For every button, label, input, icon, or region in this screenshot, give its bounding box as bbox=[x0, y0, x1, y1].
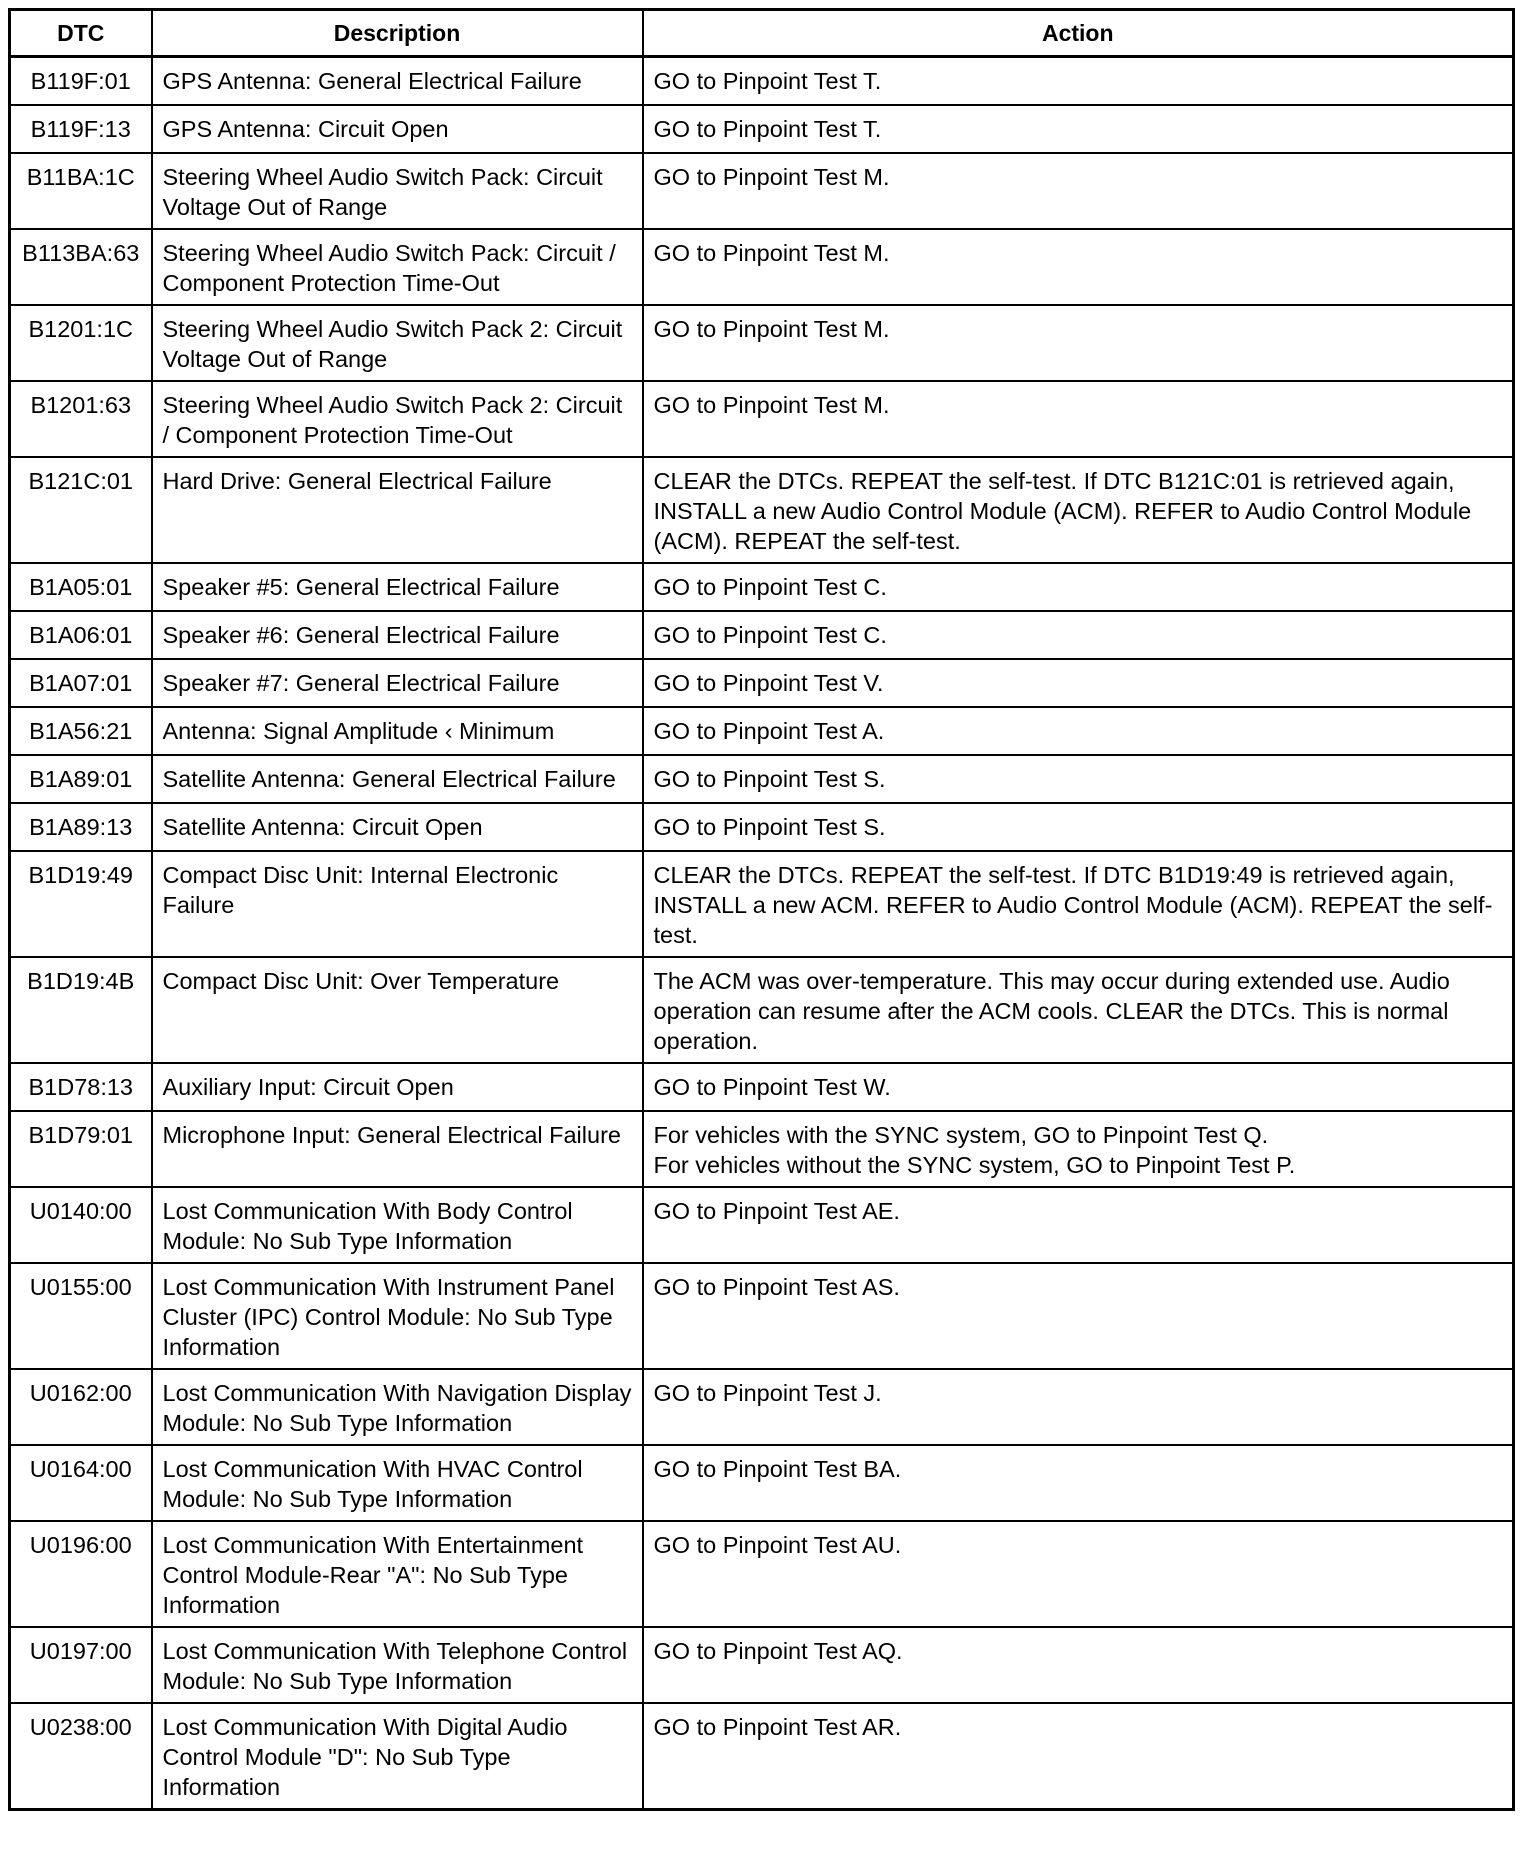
action-text: GO to Pinpoint Test AQ. bbox=[653, 1638, 903, 1664]
action-cell bbox=[643, 1521, 1514, 1627]
dtc-code-cell: B1A05:01 bbox=[10, 563, 152, 611]
action-text: GO to Pinpoint Test BA. bbox=[653, 1456, 902, 1482]
table-row bbox=[10, 851, 1514, 957]
description-cell: Compact Disc Unit: Over Temperature bbox=[152, 957, 643, 1063]
dtc-code-cell: B1A89:13 bbox=[10, 803, 152, 851]
table-row bbox=[10, 229, 1514, 305]
dtc-code-cell: U0162:00 bbox=[10, 1369, 152, 1445]
dtc-code-cell: B1201:63 bbox=[10, 381, 152, 457]
dtc-code-cell: U0196:00 bbox=[10, 1521, 152, 1627]
action-text: For vehicles without the SYNC system, GO to Pinpoint Test P. bbox=[653, 1152, 1296, 1178]
action-cell bbox=[643, 755, 1514, 803]
action-cell bbox=[643, 105, 1514, 153]
table-row bbox=[10, 1627, 1514, 1703]
action-text: GO to Pinpoint Test A. bbox=[653, 718, 885, 744]
description-cell: Lost Communication With HVAC Control Module: No Sub Type Information bbox=[152, 1445, 643, 1521]
action-text: GO to Pinpoint Test T. bbox=[653, 68, 882, 94]
action-text: GO to Pinpoint Test S. bbox=[653, 766, 886, 792]
action-cell bbox=[643, 851, 1514, 957]
dtc-code-cell: B119F:13 bbox=[10, 105, 152, 153]
table-body bbox=[10, 57, 1514, 1810]
action-cell bbox=[643, 1187, 1514, 1263]
description-cell: Antenna: Signal Amplitude ‹ Minimum bbox=[152, 707, 643, 755]
action-cell bbox=[643, 229, 1514, 305]
dtc-code-cell: U0140:00 bbox=[10, 1187, 152, 1263]
description-cell: Lost Communication With Digital Audio Control Module "D": No Sub Type Information bbox=[152, 1703, 643, 1810]
table-row bbox=[10, 381, 1514, 457]
action-text: GO to Pinpoint Test AR. bbox=[653, 1714, 902, 1740]
action-text: GO to Pinpoint Test AS. bbox=[653, 1274, 900, 1300]
action-text: GO to Pinpoint Test T. bbox=[653, 116, 882, 142]
table-row bbox=[10, 611, 1514, 659]
action-cell bbox=[643, 563, 1514, 611]
table-row bbox=[10, 305, 1514, 381]
action-cell bbox=[643, 659, 1514, 707]
description-cell: Speaker #6: General Electrical Failure bbox=[152, 611, 643, 659]
dtc-code-cell: B113BA:63 bbox=[10, 229, 152, 305]
action-cell bbox=[643, 957, 1514, 1063]
table-row bbox=[10, 1187, 1514, 1263]
description-cell: Compact Disc Unit: Internal Electronic Failure bbox=[152, 851, 643, 957]
description-cell: Speaker #7: General Electrical Failure bbox=[152, 659, 643, 707]
dtc-code-cell: B1A06:01 bbox=[10, 611, 152, 659]
description-cell: Microphone Input: General Electrical Failure bbox=[152, 1111, 643, 1187]
description-cell: Steering Wheel Audio Switch Pack 2: Circuit Voltage Out of Range bbox=[152, 305, 643, 381]
dtc-code-cell: U0238:00 bbox=[10, 1703, 152, 1810]
action-cell bbox=[643, 457, 1514, 563]
dtc-table bbox=[8, 8, 1515, 1811]
dtc-code-cell: U0197:00 bbox=[10, 1627, 152, 1703]
action-cell bbox=[643, 611, 1514, 659]
action-cell bbox=[643, 707, 1514, 755]
action-cell bbox=[643, 153, 1514, 229]
action-cell bbox=[643, 57, 1514, 106]
description-cell: Steering Wheel Audio Switch Pack 2: Circuit / Component Protection Time-Out bbox=[152, 381, 643, 457]
table-row bbox=[10, 1263, 1514, 1369]
table-row bbox=[10, 1369, 1514, 1445]
table-row bbox=[10, 707, 1514, 755]
table-row bbox=[10, 563, 1514, 611]
action-text: GO to Pinpoint Test M. bbox=[653, 316, 890, 342]
dtc-code-cell: B1D19:4B bbox=[10, 957, 152, 1063]
description-cell: GPS Antenna: Circuit Open bbox=[152, 105, 643, 153]
dtc-code-cell: B119F:01 bbox=[10, 57, 152, 106]
dtc-code-cell: B1D78:13 bbox=[10, 1063, 152, 1111]
description-cell: Lost Communication With Instrument Panel Cluster (IPC) Control Module: No Sub Type Information bbox=[152, 1263, 643, 1369]
action-text: GO to Pinpoint Test V. bbox=[653, 670, 884, 696]
dtc-code-cell: B1A07:01 bbox=[10, 659, 152, 707]
description-cell: Steering Wheel Audio Switch Pack: Circuit / Component Protection Time-Out bbox=[152, 229, 643, 305]
table-row bbox=[10, 57, 1514, 106]
action-cell bbox=[643, 381, 1514, 457]
description-cell: GPS Antenna: General Electrical Failure bbox=[152, 57, 643, 106]
table-row bbox=[10, 803, 1514, 851]
description-cell: Satellite Antenna: General Electrical Failure bbox=[152, 755, 643, 803]
column-header-dtc: DTC bbox=[10, 10, 152, 57]
action-cell bbox=[643, 803, 1514, 851]
action-text: GO to Pinpoint Test S. bbox=[653, 814, 886, 840]
action-cell bbox=[643, 1445, 1514, 1521]
action-cell bbox=[643, 1111, 1514, 1187]
action-text: GO to Pinpoint Test AU. bbox=[653, 1532, 902, 1558]
description-cell: Lost Communication With Navigation Display Module: No Sub Type Information bbox=[152, 1369, 643, 1445]
action-text: GO to Pinpoint Test M. bbox=[653, 164, 890, 190]
description-cell: Lost Communication With Telephone Control Module: No Sub Type Information bbox=[152, 1627, 643, 1703]
description-cell: Hard Drive: General Electrical Failure bbox=[152, 457, 643, 563]
action-text: GO to Pinpoint Test M. bbox=[653, 240, 890, 266]
dtc-code-cell: B1201:1C bbox=[10, 305, 152, 381]
column-header-action: Action bbox=[643, 10, 1514, 57]
action-cell bbox=[643, 1703, 1514, 1810]
table-row bbox=[10, 1521, 1514, 1627]
action-text: For vehicles with the SYNC system, GO to Pinpoint Test Q. bbox=[653, 1122, 1269, 1148]
action-text: The ACM was over-temperature. This may occur during extended use. Audio operation can resume after the ACM cools. CLEAR the DTCs. This is normal operation. bbox=[653, 968, 1450, 1054]
table-row bbox=[10, 1703, 1514, 1810]
table-row bbox=[10, 457, 1514, 563]
description-cell: Lost Communication With Body Control Module: No Sub Type Information bbox=[152, 1187, 643, 1263]
dtc-code-cell: U0164:00 bbox=[10, 1445, 152, 1521]
table-row bbox=[10, 153, 1514, 229]
action-text: GO to Pinpoint Test AE. bbox=[653, 1198, 900, 1224]
dtc-code-cell: B1A89:01 bbox=[10, 755, 152, 803]
action-text: GO to Pinpoint Test M. bbox=[653, 392, 890, 418]
action-cell bbox=[643, 1063, 1514, 1111]
description-cell: Satellite Antenna: Circuit Open bbox=[152, 803, 643, 851]
dtc-code-cell: B1D19:49 bbox=[10, 851, 152, 957]
dtc-code-cell: B1A56:21 bbox=[10, 707, 152, 755]
action-cell bbox=[643, 305, 1514, 381]
description-cell: Steering Wheel Audio Switch Pack: Circuit Voltage Out of Range bbox=[152, 153, 643, 229]
action-cell bbox=[643, 1627, 1514, 1703]
table-row bbox=[10, 1063, 1514, 1111]
description-cell: Auxiliary Input: Circuit Open bbox=[152, 1063, 643, 1111]
action-text: GO to Pinpoint Test J. bbox=[653, 1380, 882, 1406]
description-cell: Lost Communication With Entertainment Control Module-Rear "A": No Sub Type Information bbox=[152, 1521, 643, 1627]
dtc-code-cell: B121C:01 bbox=[10, 457, 152, 563]
table-row bbox=[10, 957, 1514, 1063]
table-row bbox=[10, 755, 1514, 803]
description-cell: Speaker #5: General Electrical Failure bbox=[152, 563, 643, 611]
action-text: CLEAR the DTCs. REPEAT the self-test. If DTC B121C:01 is retrieved again, INSTALL a new Audio Control Module (ACM). REFER to Audio Control Module (ACM). REPEAT the self-test. bbox=[653, 468, 1472, 554]
action-text: GO to Pinpoint Test C. bbox=[653, 574, 887, 600]
table-header-row bbox=[10, 10, 1514, 57]
table-row bbox=[10, 659, 1514, 707]
action-text: CLEAR the DTCs. REPEAT the self-test. If DTC B1D19:49 is retrieved again, INSTALL a new ACM. REFER to Audio Control Module (ACM). REPEAT the self-test. bbox=[653, 862, 1493, 948]
table-row bbox=[10, 105, 1514, 153]
table-row bbox=[10, 1445, 1514, 1521]
dtc-code-cell: B1D79:01 bbox=[10, 1111, 152, 1187]
action-cell bbox=[643, 1263, 1514, 1369]
dtc-code-cell: B11BA:1C bbox=[10, 153, 152, 229]
action-cell bbox=[643, 1369, 1514, 1445]
dtc-code-cell: U0155:00 bbox=[10, 1263, 152, 1369]
table-row bbox=[10, 1111, 1514, 1187]
action-text: GO to Pinpoint Test W. bbox=[653, 1074, 891, 1100]
action-text: GO to Pinpoint Test C. bbox=[653, 622, 887, 648]
column-header-description: Description bbox=[152, 10, 643, 57]
